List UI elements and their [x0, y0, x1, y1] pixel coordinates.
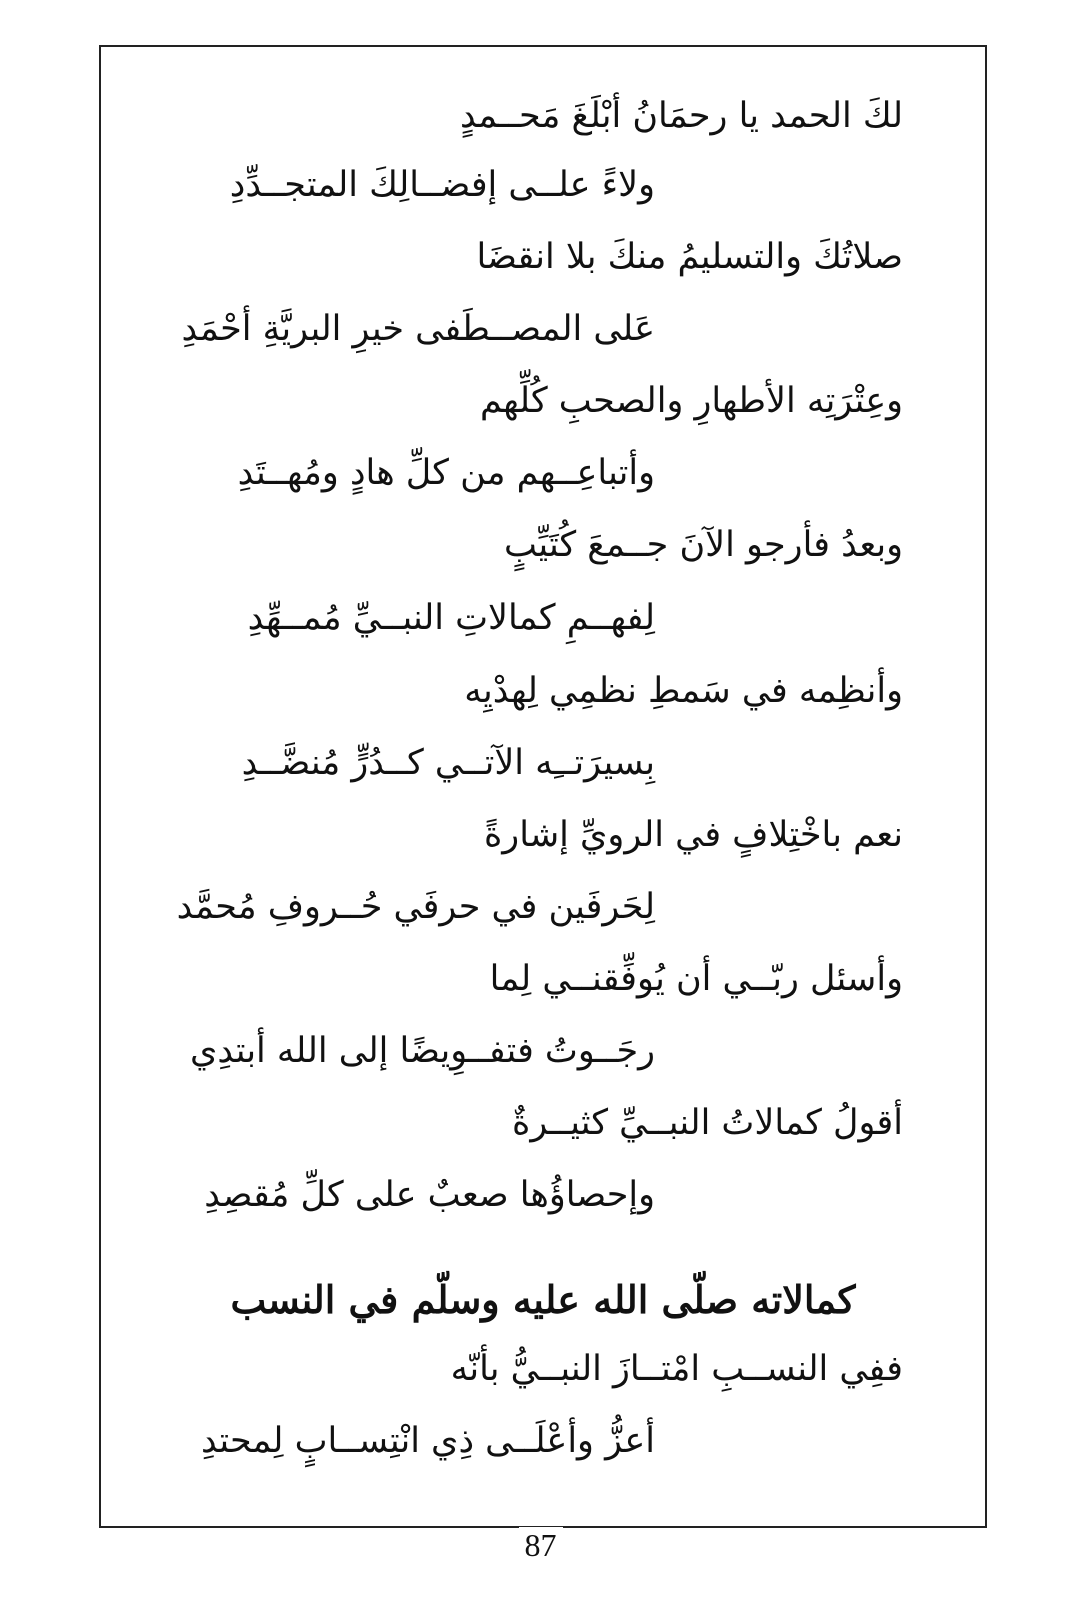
verse-line: وإحصاؤُها صعبٌ على كلِّ مُقصِدِ	[204, 1175, 655, 1215]
verse-line: وبعدُ فأرجو الآنَ جــمعَ كُتَيِّبٍ	[504, 525, 903, 565]
verse-line: لكَ الحمد يا رحمَانُ أبْلَغَ مَحــمدٍ	[459, 96, 903, 136]
verse-line: صلاتُكَ والتسليمُ منكَ بلا انقضَا	[476, 237, 903, 277]
verse-line: نعم باخْتِلافٍ في الرويِّ إشارةً	[483, 815, 903, 855]
verse-line: ففِي النســبِ امْتــازَ النبــيُّ بأنّه	[450, 1349, 903, 1389]
verse-line: لِفهــمِ كمالاتِ النبــيِّ مُمــهِّدِ	[247, 598, 655, 638]
verse-line: ولاءً علــى إفضــالِكَ المتجــدِّدِ	[229, 165, 655, 205]
verse-line: أقولُ كمالاتُ النبــيِّ كثيــرةٌ	[512, 1103, 903, 1143]
verse-line: وأسئل ربّــي أن يُوفِّقنــي لِما	[489, 959, 903, 999]
verse-line: رجَــوتُ فتفــوِيضًا إلى الله أبتدِي	[189, 1031, 655, 1071]
verse-line: وأنظِمه في سَمطِ نظمِي لِهدْيِه	[464, 671, 903, 711]
verse-line: بِسيرَتــِه الآتــي كــدُرٍّ مُنضَّــدِ	[241, 743, 655, 783]
page-frame	[99, 45, 987, 1528]
verse-line: وأتباعِــهم من كلِّ هادٍ ومُهــتَدِ	[237, 453, 655, 493]
verse-line: أعزُّ وأعْلَــى ذِي انْتِســابٍ لِمحتدِ	[201, 1421, 655, 1461]
verse-line: عَلى المصــطَفى خيرِ البريَّةِ أحْمَدِ	[181, 309, 655, 349]
section-heading: كمالاته صلّى الله عليه وسلّم في النسب	[230, 1277, 856, 1322]
page-number-text: 87	[519, 1527, 563, 1563]
poem-body	[101, 47, 985, 1526]
page-number	[0, 1525, 1081, 1565]
verse-line: وعِتْرَتِه الأطهارِ والصحبِ كُلِّهم	[479, 381, 903, 421]
verse-line: لِحَرفَين في حرفَي حُــروفِ مُحمَّد	[176, 887, 655, 927]
